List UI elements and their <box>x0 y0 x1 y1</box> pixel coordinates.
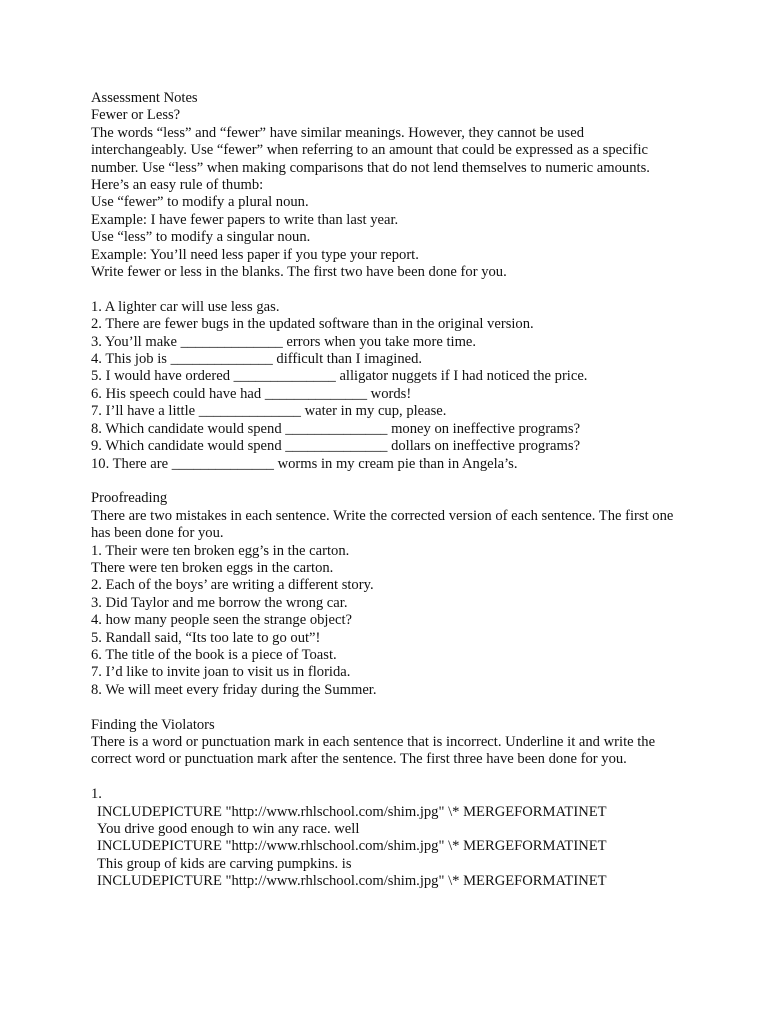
proofreading-item: 7. I’d like to invite joan to visit us in florida. <box>91 664 351 681</box>
proofreading-item: 8. We will meet every friday during the Summer. <box>91 681 377 698</box>
section-heading-violators: Finding the Violators <box>91 716 215 733</box>
fewer-less-item: 4. This job is ______________ difficult than I imagined. <box>91 351 423 368</box>
proofreading-item: 4. how many people seen the strange object? <box>91 612 352 629</box>
fewer-less-item: 1. A lighter car will use less gas. <box>91 298 280 315</box>
fewer-less-item: 3. You’ll make ______________ errors when you take more time. <box>91 333 477 350</box>
intro-line: Use “less” to modify a singular noun. <box>91 229 311 246</box>
violators-sentence: This group of kids are carving pumpkins. is <box>97 855 352 872</box>
proofreading-item: 6. The title of the book is a piece of Toast. <box>91 646 337 663</box>
intro-line: Here’s an easy rule of thumb: <box>91 177 264 194</box>
fewer-less-item: 10. There are ______________ worms in my cream pie than in Angela’s. <box>91 455 518 472</box>
field-code-line: INCLUDEPICTURE "http://www.rhlschool.com/shim.jpg" \* MERGEFORMATINET <box>97 873 607 890</box>
proofreading-item: 1. Their were ten broken egg’s in the carton. <box>91 542 350 559</box>
fewer-less-item: 6. His speech could have had ______________ words! <box>91 385 412 402</box>
proofreading-answer: There were ten broken eggs in the carton. <box>91 559 334 576</box>
proofreading-instructions: There are two mistakes in each sentence. Write the corrected version of each sentence. The first one has been done for you. <box>91 507 674 542</box>
proofreading-item: 5. Randall said, “Its too late to go out”! <box>91 629 321 646</box>
section-heading-fewer-less: Fewer or Less? <box>91 107 181 124</box>
violators-instructions: There is a word or punctuation mark in each sentence that is incorrect. Underline it and write the correct word or punctuation mark after the sentence. The first three have been done for you. <box>91 733 656 768</box>
fewer-less-item: 7. I’ll have a little ______________ water in my cup, please. <box>91 403 447 420</box>
spacer <box>91 473 681 490</box>
fewer-less-item: 8. Which candidate would spend ______________ money on ineffective programs? <box>91 420 581 437</box>
section-heading-proofreading: Proofreading <box>91 490 168 507</box>
fewer-less-item: 9. Which candidate would spend ______________ dollars on ineffective programs? <box>91 438 581 455</box>
intro-line: Example: You’ll need less paper if you type your report. <box>91 246 419 263</box>
violators-item-number: 1. <box>91 786 102 803</box>
spacer <box>91 769 681 786</box>
spacer <box>91 281 681 298</box>
document-page <box>91 90 681 891</box>
intro-paragraph: The words “less” and “fewer” have similar meanings. However, they cannot be used interchangeably. Use “fewer” when referring to an amount that could be expressed as a specific number. Use “less” when making comparisons that do not lend themselves to numeric amounts. <box>91 124 650 176</box>
field-code-line: INCLUDEPICTURE "http://www.rhlschool.com/shim.jpg" \* MERGEFORMATINET <box>97 803 607 820</box>
intro-line: Write fewer or less in the blanks. The first two have been done for you. <box>91 264 507 281</box>
fewer-less-item: 5. I would have ordered ______________ alligator nuggets if I had noticed the price. <box>91 368 588 385</box>
fewer-less-item: 2. There are fewer bugs in the updated software than in the original version. <box>91 316 534 333</box>
proofreading-item: 2. Each of the boys’ are writing a different story. <box>91 577 374 594</box>
violators-sentence: You drive good enough to win any race. well <box>97 821 360 837</box>
intro-line: Use “fewer” to modify a plural noun. <box>91 194 309 211</box>
field-code-line: INCLUDEPICTURE "http://www.rhlschool.com/shim.jpg" \* MERGEFORMATINET <box>97 838 607 855</box>
proofreading-item: 3. Did Taylor and me borrow the wrong car. <box>91 594 348 611</box>
document-title: Assessment Notes <box>91 90 198 106</box>
intro-line: Example: I have fewer papers to write than last year. <box>91 211 399 228</box>
spacer <box>91 699 681 716</box>
